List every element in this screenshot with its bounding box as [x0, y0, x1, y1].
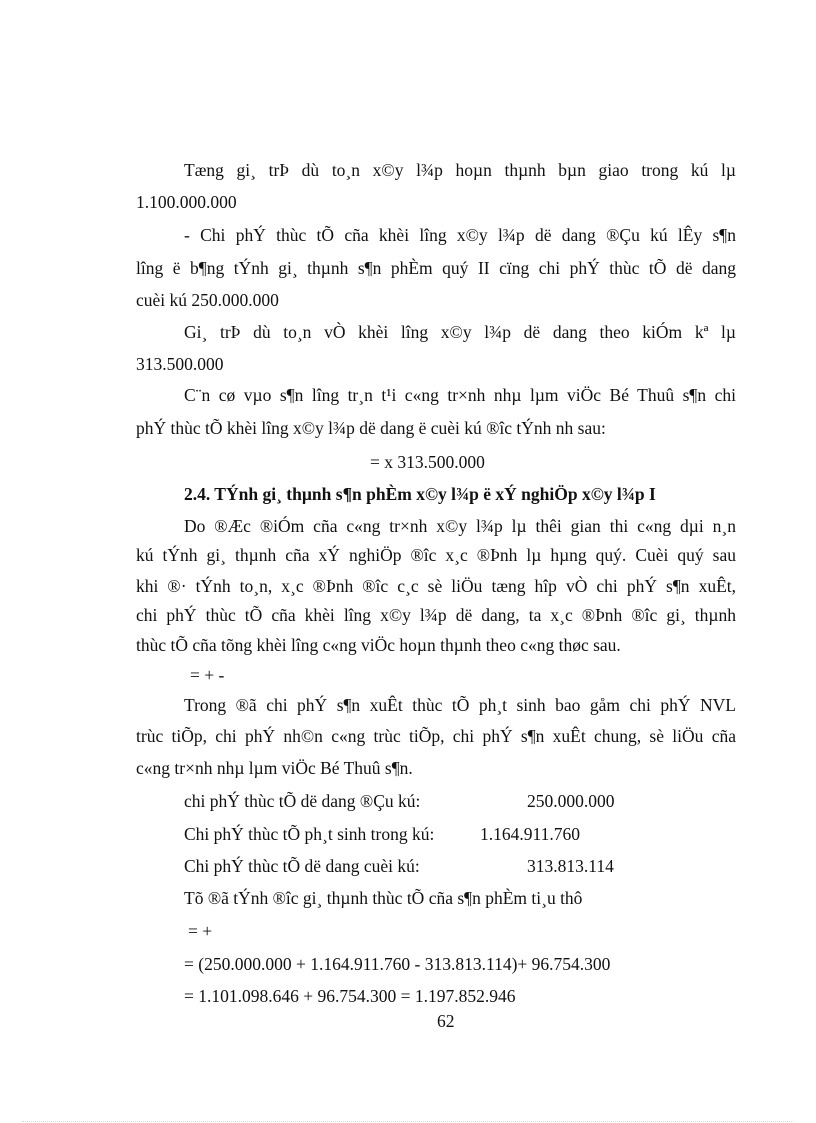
- paragraph-line: - Chi phÝ thùc tÕ cña khèi lîng x©y l¾p dë dang ®Çu kú lÊy s¶n: [184, 225, 736, 245]
- paragraph-line: Tõ ®ã tÝnh ®îc gi¸ thµnh thùc tÕ cña s¶n phÈm ti¸u thô: [184, 888, 583, 908]
- page-number: 62: [437, 1011, 455, 1031]
- page-bottom-divider: [22, 1121, 794, 1122]
- cost-value: 250.000.000: [527, 791, 615, 811]
- formula-line: = + -: [190, 665, 225, 685]
- paragraph-line: thùc tÕ cña tõng khèi lîng c«ng viÖc hoµn thµnh theo c«ng thøc sau.: [136, 635, 621, 655]
- paragraph-line: lîng ë b¶ng tÝnh gi¸ thµnh s¶n phÈm quý II cïng chi phÝ thùc tÕ dë dang: [136, 258, 736, 278]
- paragraph-line: phÝ thùc tÕ khèi lîng x©y l¾p dë dang ë cuèi kú ®îc tÝnh nh sau:: [136, 418, 606, 438]
- formula-line: = +: [188, 921, 213, 941]
- cost-label: chi phÝ thùc tÕ dë dang ®Çu kú:: [184, 791, 421, 811]
- paragraph-line: chi phÝ thùc tÕ cña khèi lîng x©y l¾p dë dang, ta x¸c ®Þnh ®îc gi¸ thµnh: [136, 605, 736, 625]
- paragraph-line: Tæng gi¸ trÞ dù to¸n x©y l¾p hoµn thµnh bµn giao trong kú lµ: [184, 160, 736, 180]
- paragraph-line: cuèi kú 250.000.000: [136, 290, 279, 310]
- paragraph-line: Gi¸ trÞ dù to¸n vÒ khèi lîng x©y l¾p dë dang theo kiÓm kª lµ: [184, 322, 736, 342]
- paragraph-line: trùc tiÕp, chi phÝ nh©n c«ng trùc tiÕp, chi phÝ s¶n xuÊt chung, sè liÖu cña: [136, 726, 736, 746]
- formula-line: = (250.000.000 + 1.164.911.760 - 313.813.114)+ 96.754.300: [184, 954, 611, 974]
- formula-line: = 1.101.098.646 + 96.754.300 = 1.197.852.946: [184, 986, 516, 1006]
- cost-value: 1.164.911.760: [480, 824, 580, 844]
- cost-label: Chi phÝ thùc tÕ dë dang cuèi kú:: [184, 856, 420, 876]
- paragraph-line: 313.500.000: [136, 354, 224, 374]
- paragraph-line: c«ng tr×nh nhµ lµm viÖc Bé Thuû s¶n.: [136, 758, 413, 778]
- paragraph-line: kú tÝnh gi¸ thµnh cña xÝ nghiÖp ®îc x¸c ®Þnh lµ hµng quý. Cuèi quý sau: [136, 545, 736, 565]
- paragraph-line: khi ®· tÝnh to¸n, x¸c ®Þnh ®îc c¸c sè liÖu tæng hîp vÒ chi phÝ s¶n xuÊt,: [136, 576, 736, 596]
- paragraph-line: 1.100.000.000: [136, 192, 237, 212]
- paragraph-line: Do ®Æc ®iÓm cña c«ng tr×nh x©y l¾p lµ thêi gian thi c«ng dµi n¸n: [184, 516, 736, 536]
- section-heading: 2.4. TÝnh gi¸ thµnh s¶n phÈm x©y l¾p ë xÝ nghiÖp x©y l¾p I: [184, 484, 656, 504]
- paragraph-line: C¨n cø vµo s¶n lîng tr¸n t¹i c«ng tr×nh nhµ lµm viÖc Bé Thuû s¶n chi: [184, 385, 736, 405]
- formula-line: = x 313.500.000: [370, 452, 485, 472]
- paragraph-line: Trong ®ã chi phÝ s¶n xuÊt thùc tÕ ph¸t sinh bao gåm chi phÝ NVL: [184, 695, 736, 715]
- cost-value: 313.813.114: [527, 856, 614, 876]
- cost-label: Chi phÝ thùc tÕ ph¸t sinh trong kú:: [184, 824, 435, 844]
